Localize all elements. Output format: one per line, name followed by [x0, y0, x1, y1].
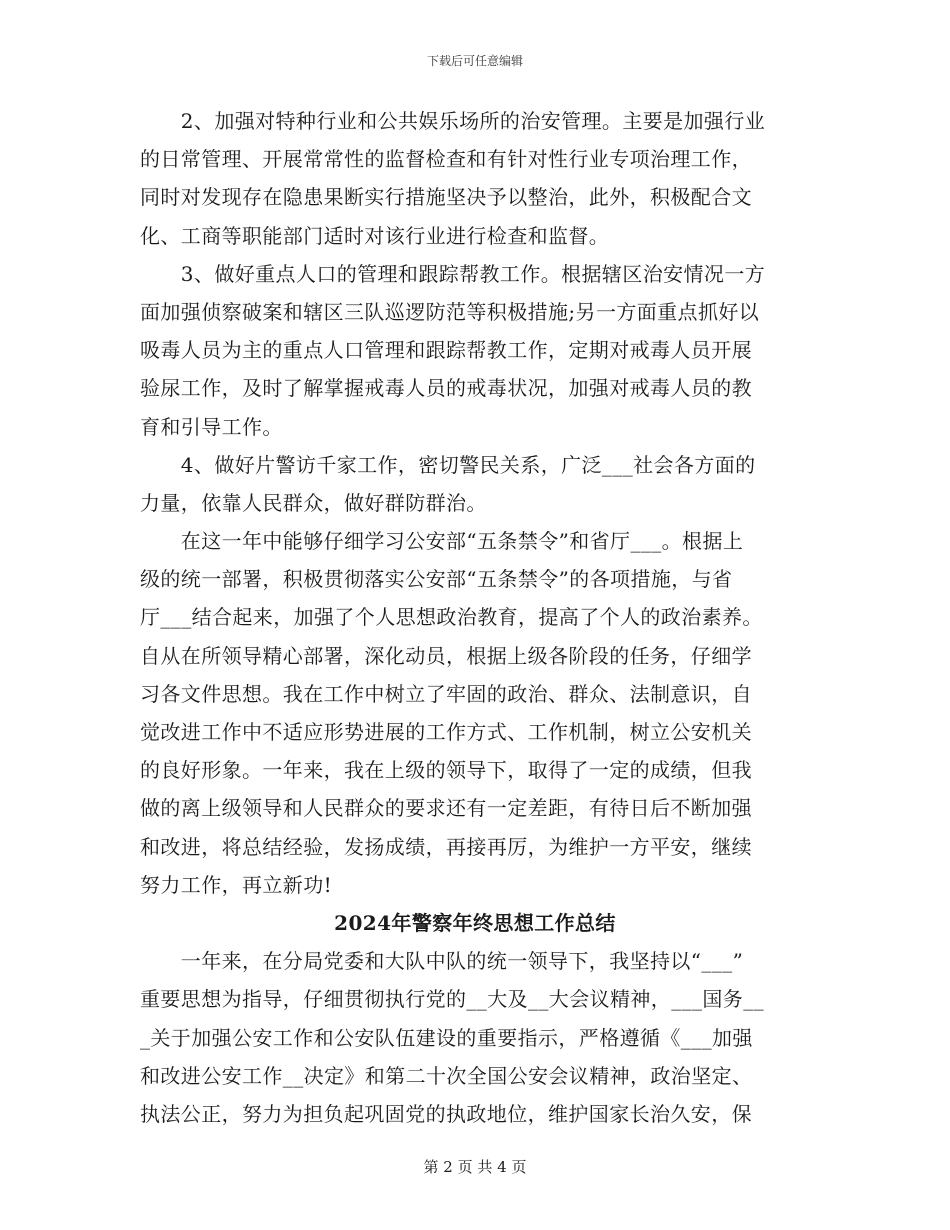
text-line: 自从在所领导精心部署，深化动员，根据上级各阶段的任务，仔细学: [140, 643, 752, 668]
text-line: 厅___结合起来，加强了个人思想政治教育，提高了个人的政治素养。: [140, 605, 763, 630]
text-line: 习各文件思想。我在工作中树立了牢固的政治、群众、法制意识，自: [140, 681, 752, 706]
text-line: 一年来，在分局党委和大队中队的统一领导下，我坚持以“___”: [140, 949, 744, 974]
text-line: 化、工商等职能部门适时对该行业进行检查和监督。: [140, 223, 610, 248]
text-line: 和改进，将总结经验，发扬成绩，再接再厉，为维护一方平安，继续: [140, 834, 752, 859]
text-line: 2、加强对特种行业和公共娱乐场所的治安管理。主要是加强行业: [140, 109, 766, 133]
text-line: _关于加强公安工作和公安队伍建设的重要指示，严格遵循《___加强: [140, 1025, 753, 1050]
page-header: 下载后可任意编辑: [426, 54, 523, 68]
text-line: 力量，依靠人民群众，做好群防群治。: [140, 490, 487, 515]
text-line: 验尿工作，及时了解掌握戒毒人员的戒毒状况，加强对戒毒人员的教: [140, 376, 752, 401]
text-line: 重要思想为指导，仔细贯彻执行党的__大及__大会议精神，___国务__: [140, 987, 764, 1012]
text-line: 努力工作，再立新功!: [140, 872, 333, 897]
text-line: 3、做好重点人口的管理和跟踪帮教工作。根据辖区治安情况一方: [140, 261, 766, 286]
page-footer: 第 2 页 共 4 页: [423, 1158, 527, 1176]
text-line: 和改进公安工作__决定》和第二十次全国公安会议精神，政治坚定、: [140, 1063, 753, 1088]
document-body: [140, 102, 810, 1133]
text-line: 4、做好片警访千家工作，密切警民关系，广泛___社会各方面的: [140, 452, 756, 477]
text-line: 育和引导工作。: [140, 414, 283, 439]
section-title: 2024年警察年终思想工作总结: [334, 910, 616, 935]
text-line: 在这一年中能够仔细学习公安部“五条禁令”和省厅___。根据上: [140, 529, 744, 554]
text-line: 面加强侦察破案和辖区三队巡逻防范等积极措施;另一方面重点抓好以: [140, 299, 760, 324]
text-line: 的日常管理、开展常常性的监督检查和有针对性行业专项治理工作，: [140, 147, 752, 172]
text-line: 执法公正，努力为担负起巩固党的执政地位，维护国家长治久安，保: [140, 1101, 752, 1126]
text-line: 吸毒人员为主的重点人口管理和跟踪帮教工作，定期对戒毒人员开展: [140, 338, 752, 363]
text-line: 做的离上级领导和人民群众的要求还有一定差距，有待日后不断加强: [140, 796, 752, 821]
text-line: 的良好形象。一年来，我在上级的领导下，取得了一定的成绩，但我: [140, 758, 752, 783]
text-line: 觉改进工作中不适应形势进展的工作方式、工作机制，树立公安机关: [140, 720, 752, 744]
text-line: 同时对发现存在隐患果断实行措施坚决予以整治，此外，积极配合文: [140, 185, 752, 210]
text-line: 级的统一部署，积极贯彻落实公安部“五条禁令”的各项措施，与省: [140, 567, 733, 592]
